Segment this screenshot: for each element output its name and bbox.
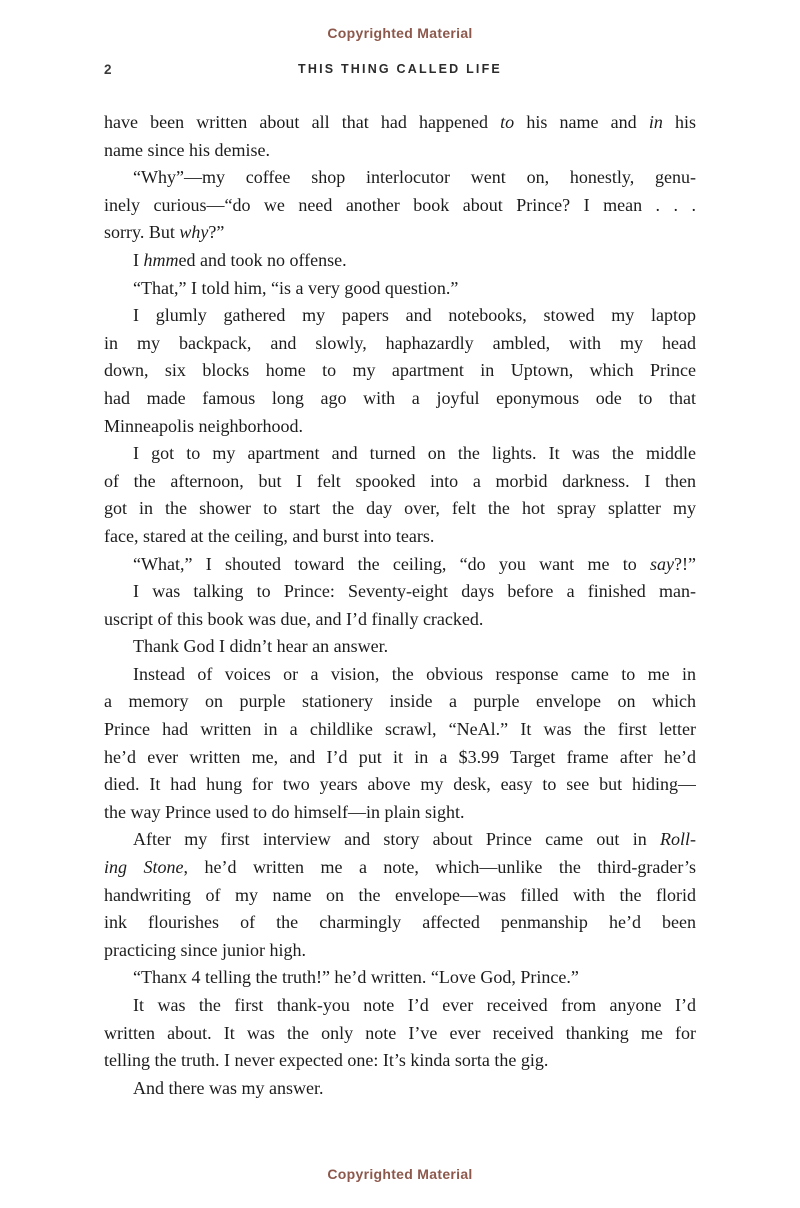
body-line: I glumly gathered my papers and notebooks, stowed my laptop (133, 305, 696, 326)
body-line: face, stared at the ceiling, and burst into tears. (104, 525, 435, 546)
body-line: a memory on purple stationery inside a purple envelope on which (104, 691, 696, 712)
body-line: sorry. But why?” (104, 222, 225, 243)
running-title: THIS THING CALLED LIFE (298, 62, 502, 76)
body-line: I was talking to Prince: Seventy-eight days before a finished man- (133, 581, 696, 602)
body-line: practicing since junior high. (104, 939, 306, 960)
body-line: telling the truth. I never expected one: It’s kinda sorta the gig. (104, 1050, 549, 1071)
body-line: written about. It was the only note I’ve ever received thanking me for (104, 1022, 696, 1043)
body-line: Instead of voices or a vision, the obvious response came to me in (133, 663, 696, 684)
body-line: Thank God I didn’t hear an answer. (133, 636, 389, 657)
body-line: ing Stone, he’d written me a note, which—unlike the third-grader’s (104, 857, 696, 878)
body-line: Prince had written in a childlike scrawl, “NeAl.” It was the first letter (104, 719, 696, 740)
body-line: “Thanx 4 telling the truth!” he’d written. “Love God, Prince.” (133, 967, 579, 988)
body-line: the way Prince used to do himself—in plain sight. (104, 801, 465, 822)
body-line: of the afternoon, but I felt spooked into a morbid darkness. I then (104, 470, 696, 491)
page-number: 2 (104, 62, 112, 77)
body-line: down, six blocks home to my apartment in Uptown, which Prince (104, 360, 696, 381)
copyright-banner-bottom: Copyrighted Material (327, 1166, 473, 1182)
running-header (0, 62, 800, 80)
body-line: And there was my answer. (133, 1077, 324, 1098)
body-line: uscript of this book was due, and I’d finally cracked. (104, 608, 484, 629)
body-line: handwriting of my name on the envelope—was filled with the florid (104, 884, 696, 905)
body-line: name since his demise. (104, 139, 270, 160)
body-line: I got to my apartment and turned on the lights. It was the middle (133, 443, 696, 464)
body-line: had made famous long ago with a joyful eponymous ode to that (104, 387, 696, 408)
body-line: inely curious—“do we need another book about Prince? I mean . . . (104, 194, 696, 215)
body-text (104, 109, 696, 1102)
copyright-banner-top: Copyrighted Material (327, 25, 473, 41)
body-line: ink flourishes of the charmingly affected penmanship he’d been (104, 912, 696, 933)
body-line: died. It had hung for two years above my desk, easy to see but hiding— (104, 774, 696, 795)
body-line: “What,” I shouted toward the ceiling, “do you want me to say?!” (133, 553, 696, 574)
body-line: in my backpack, and slowly, haphazardly ambled, with my head (104, 332, 696, 353)
body-line: got in the shower to start the day over, felt the hot spray splatter my (104, 498, 696, 519)
body-line: It was the first thank-you note I’d ever received from anyone I’d (133, 995, 696, 1015)
body-line: “That,” I told him, “is a very good question.” (133, 277, 459, 298)
body-line: Minneapolis neighborhood. (104, 415, 303, 436)
body-line: I hmmed and took no offense. (133, 249, 347, 270)
body-line: he’d ever written me, and I’d put it in a $3.99 Target frame after he’d (104, 746, 696, 767)
body-line: have been written about all that had happened to his name and in his (104, 112, 696, 132)
body-line: After my first interview and story about Prince came out in Roll- (133, 829, 696, 850)
body-line: “Why”—my coffee shop interlocutor went on, honestly, genu- (133, 167, 696, 188)
